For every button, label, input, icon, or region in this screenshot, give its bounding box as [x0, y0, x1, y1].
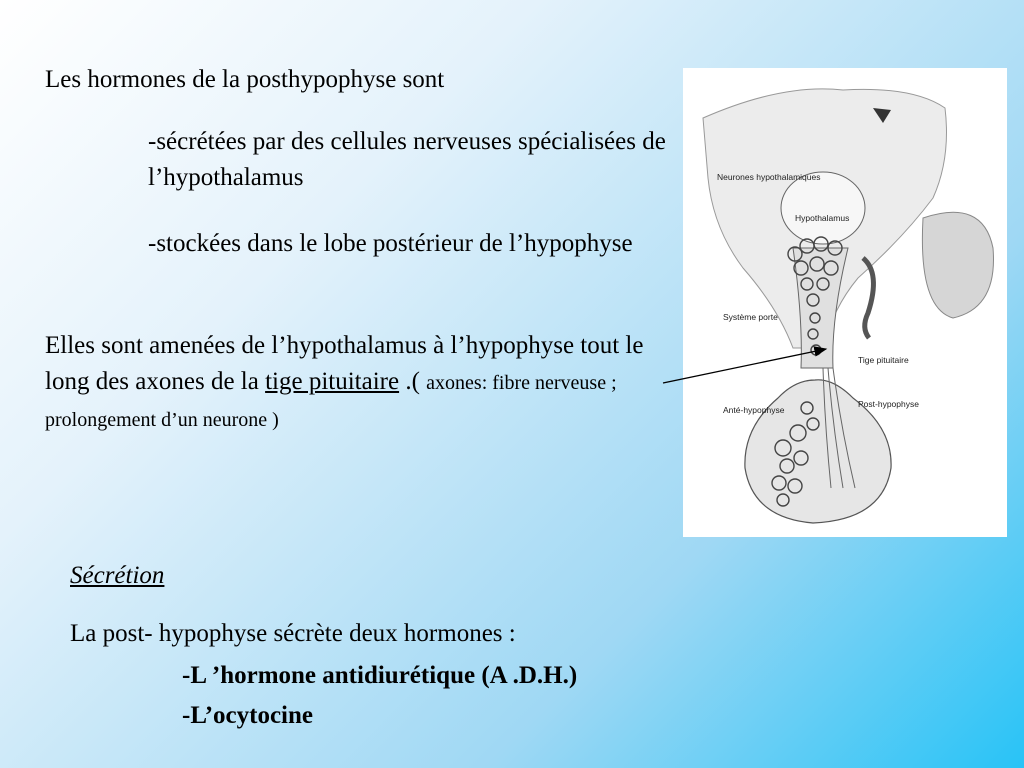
hypothalamus-bulb [781, 172, 865, 244]
label-ante: Anté-hypophyse [723, 405, 785, 415]
label-hypothalamus: Hypothalamus [795, 213, 850, 223]
label-neurones: Neurones hypothalamiques [717, 172, 821, 182]
axon-paragraph [45, 328, 675, 438]
axon-open-paren: .( [399, 368, 427, 395]
bullet-stored: -stockées dans le lobe postérieur de l’hypophyse [148, 230, 633, 257]
bullet-secreted: -sécrétées par des cellules nerveuses spécialisées de l’hypothalamus [148, 128, 666, 191]
axon-note: axones: fibre nerveuse ; prolongement d’un neurone ) [45, 372, 617, 431]
label-post: Post-hypophyse [858, 399, 919, 409]
section-title: Sécrétion [70, 562, 165, 589]
label-systeme-porte: Système porte [723, 312, 778, 322]
pituitary-drawing [683, 68, 1007, 537]
intro-line: Les hormones de la posthypophyse sont [45, 66, 445, 93]
right-lobe [922, 212, 993, 318]
axon-text: Elles sont amenées de l’hypothalamus à l’hypophyse tout le long des axones de la [45, 332, 644, 395]
tige-pituitaire-term: tige pituitaire [265, 368, 400, 395]
hormone-adh: -L ’hormone antidiurétique (A .D.H.) [182, 662, 578, 689]
pituitary-diagram [683, 68, 1007, 537]
section-line: La post- hypophyse sécrète deux hormones : [70, 620, 516, 647]
hormone-ocytocine: -L’ocytocine [182, 702, 313, 729]
label-tige: Tige pituitaire [858, 355, 909, 365]
